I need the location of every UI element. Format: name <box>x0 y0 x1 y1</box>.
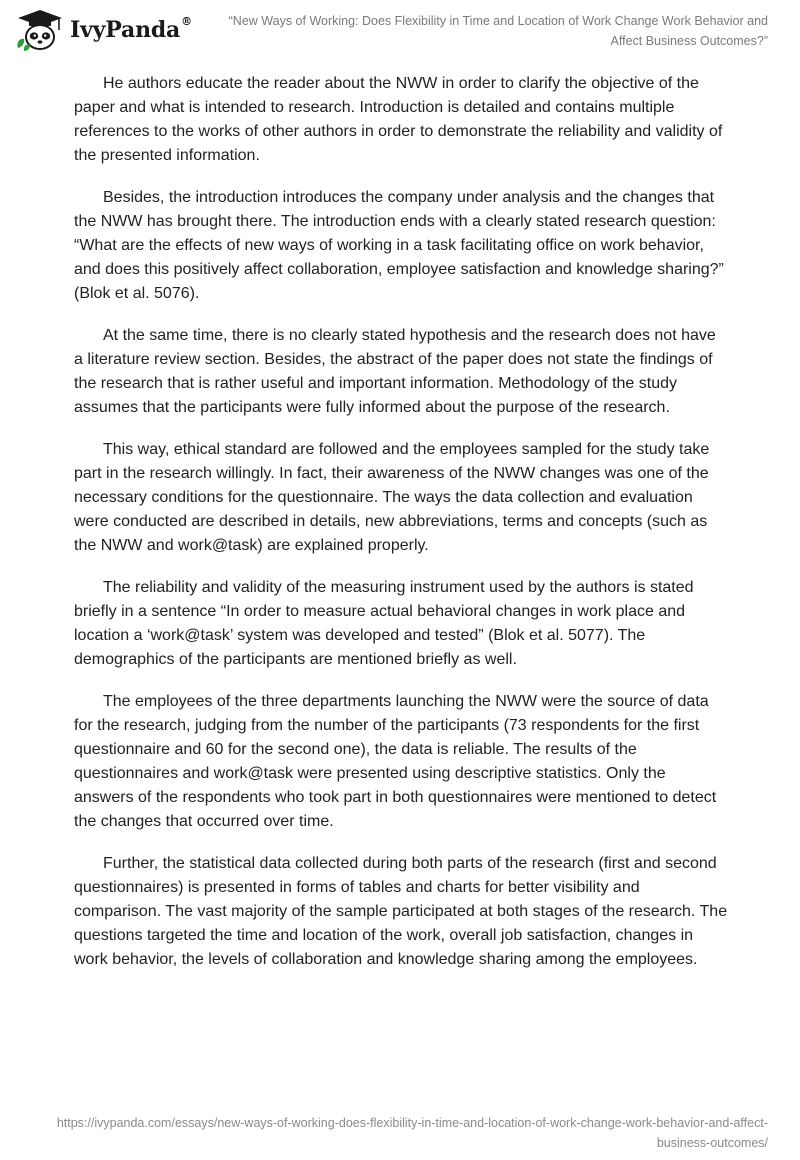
paragraph: The employees of the three departments launching the NWW were the source of data for the research, judging from the number of the participants (73 respondents for the first questionnaire and 60 for the second one), the data is reliable. The results of the questionnaires and work@task were presented using descriptive statistics. Only the answers of the respondents who took part in both questionnaires were mentioned to detect the changes that occurred over time. <box>74 693 717 830</box>
paragraph: The reliability and validity of the measuring instrument used by the authors is stated briefly in a sentence “In order to measure actual behavioral changes in work place and location a ‘work@task’ system was developed and tested” (Blok et al. 5077). The demographics of the participants are mentioned briefly as well. <box>74 579 694 668</box>
panda-graduate-icon <box>14 8 66 52</box>
ivypanda-logo[interactable] <box>14 8 192 52</box>
paragraph: Further, the statistical data collected during both parts of the research (first and second questionnaires) is presented in forms of tables and charts for better visibility and comparison. The vast majority of the sample participated at both stages of the research. The questions targeted the time and location of the work, overall job satisfaction, changes in work behavior, the levels of collaboration and knowledge sharing among the employees. <box>74 855 728 968</box>
source-url[interactable]: https://ivypanda.com/essays/new-ways-of-working-does-flexibility-in-time-and-location-of-work-change-work-behavior-and-affect-business-outcomes/ <box>56 1116 768 1150</box>
page-header <box>0 0 800 60</box>
registered-mark: ® <box>181 15 192 28</box>
paragraph: At the same time, there is no clearly stated hypothesis and the research does not have a literature review section. Besides, the abstract of the paper does not state the findings of the research that is rather useful and important information. Methodology of the study assumes that the participants were fully informed about the purpose of the research. <box>74 327 716 416</box>
document-title: “New Ways of Working: Does Flexibility in Time and Location of Work Change Work Behavior and Affect Business Outcomes?” <box>228 14 768 48</box>
paragraph: This way, ethical standard are followed and the employees sampled for the study take part in the research willingly. In fact, their awareness of the NWW changes was one of the necessary conditions for the questionnaire. The ways the data collection and evaluation were conducted are described in details, new abbreviations, terms and concepts (such as the NWW and work@task) are explained properly. <box>74 441 710 554</box>
paragraph: He authors educate the reader about the NWW in order to clarify the objective of the paper and what is intended to research. Introduction is detailed and contains multiple references to the works of other authors in order to demonstrate the reliability and validity of the presented information. <box>74 75 723 164</box>
brand-name: IvyPanda® <box>70 15 192 43</box>
paragraph: Besides, the introduction introduces the company under analysis and the changes that the NWW has brought there. The introduction ends with a clearly stated research question: “What are the effects of new ways of working in a task facilitating office on work behavior, and does this positively affect collaboration, employee satisfaction and knowledge sharing?” (Blok et al. 5076). <box>74 189 724 302</box>
essay-body <box>74 72 728 990</box>
